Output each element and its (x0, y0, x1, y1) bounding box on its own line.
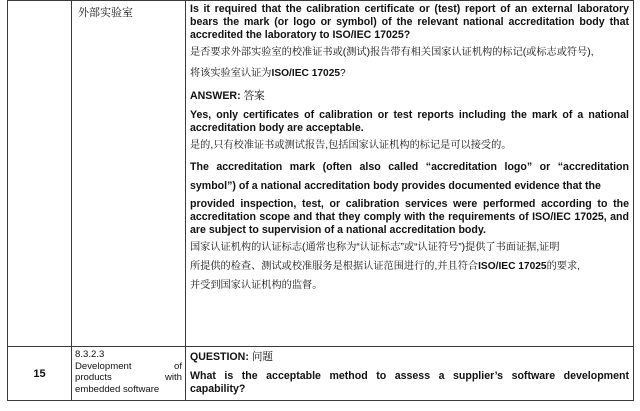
table-row (8, 347, 634, 401)
clause-cell (72, 347, 186, 401)
clause-id: 8.3.2.3 (75, 349, 105, 360)
question-label: QUESTION: 问题 (190, 351, 273, 363)
question-chinese-line1: 是否要求外部实验室的校准证书或(测试)报告带有相关国家认证机构的标记(或标志或符号), (190, 47, 594, 58)
mark-english-1: The accreditation mark (often also called “accreditation logo” or “accreditation symbol”) of a national accreditation body provides documented evidence that the (190, 161, 629, 192)
content-cell (186, 347, 634, 401)
question-english: What is the acceptable method to assess a supplier’s software development capability? (190, 370, 629, 395)
clause-text: 8.3.2.3 Development of products with embedded software (75, 349, 182, 395)
content-cell (186, 1, 634, 347)
table-row (8, 1, 634, 347)
faq-table (7, 0, 634, 401)
topic-cell (72, 1, 186, 347)
mark-english-2: provided inspection, test, or calibration services were performed according to the accreditation scope and that they comply with the requirements of ISO/IEC 17025, and are subject to supervision of a national accreditation body. (190, 198, 629, 236)
answer-label: ANSWER: 答案 (190, 90, 265, 102)
mark-chinese-3: 并受到国家认证机构的监督。 (190, 280, 323, 291)
answer-chinese: 是的,只有校准证书或测试报告,包括国家认证机构的标记是可以接受的。 (190, 140, 512, 151)
row-number: 15 (8, 347, 72, 401)
mark-chinese-2: 所提供的检查、测试或校准服务是根据认证范围进行的,并且符合ISO/IEC 17025的要求, (190, 261, 581, 272)
mark-chinese-1: 国家认证机构的认证标志(通常也称为“认证标志”或“认证符号”)提供了书面证据,证明 (190, 242, 560, 253)
topic-label: 外部实验室 (78, 7, 133, 19)
row-number-cell (8, 1, 72, 347)
question-english: Is it required that the calibration certificate or (test) report of an external laboratory bears the mark (or logo or symbol) of the relevant national accreditation body that accredited the laboratory to ISO/IEC 17025? (190, 3, 629, 41)
answer-english: Yes, only certificates of calibration or test reports including the mark of a national accreditation body are acceptable. (190, 109, 629, 134)
question-chinese-line2: 将该实验室认证为ISO/IEC 17025? (190, 68, 346, 79)
